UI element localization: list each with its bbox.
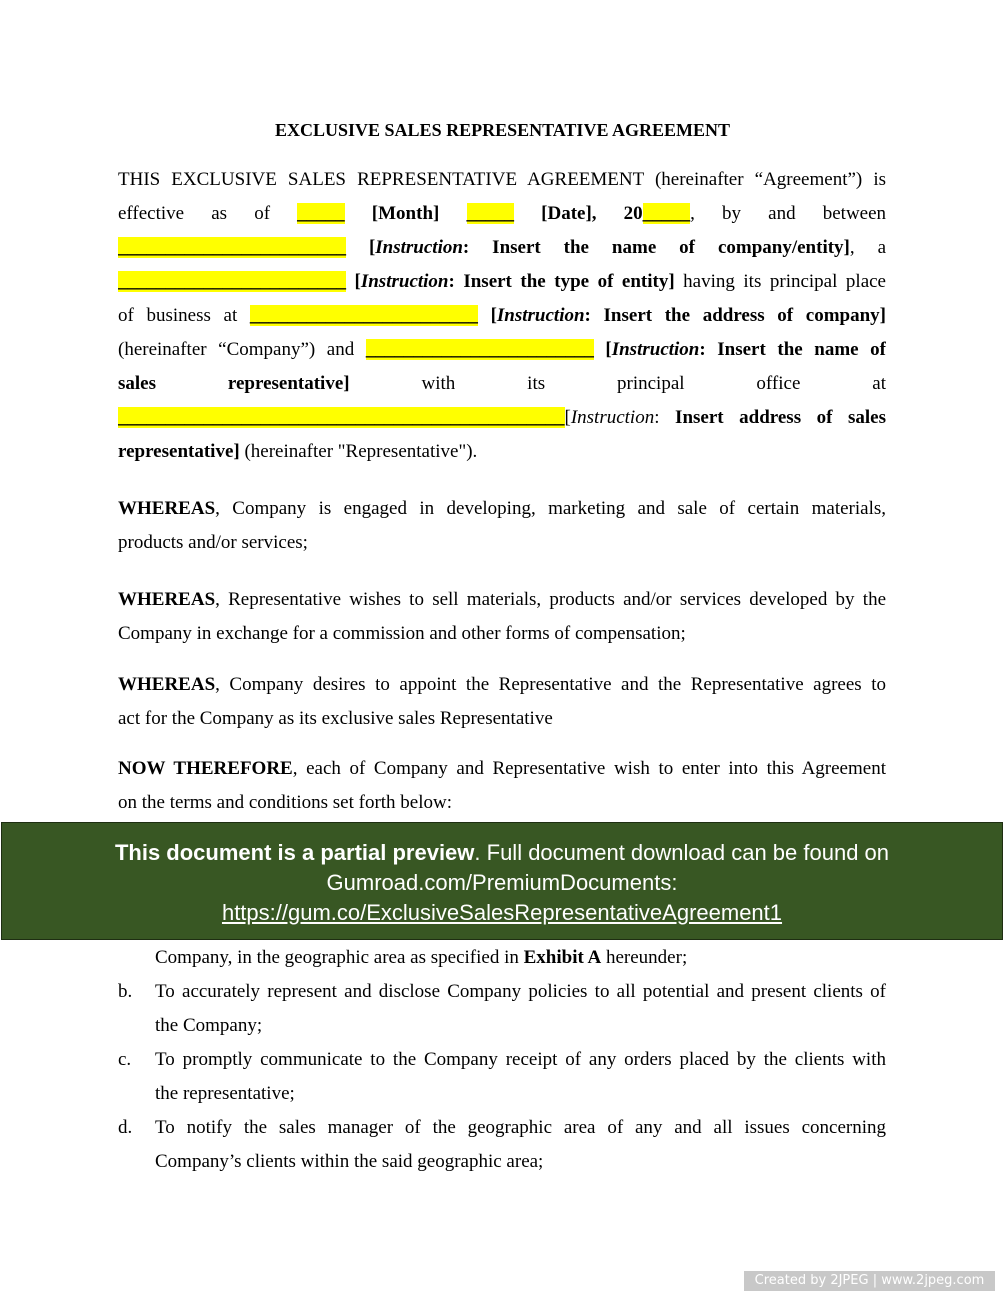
- text-line: [155, 1111, 886, 1145]
- banner-bold-text: This document is a partial preview: [114, 840, 475, 865]
- text-segment: : Insert the name of company/entity]: [462, 237, 850, 258]
- text-segment: (hereinafter "Representative").: [239, 441, 478, 462]
- watermark: Created by 2JPEG | www.2jpeg.com: [744, 1271, 995, 1291]
- text-segment: representative]: [118, 441, 240, 462]
- text-segment: with its principal office at: [349, 373, 886, 394]
- text-line: [155, 1145, 886, 1179]
- text-segment: effective as of: [118, 203, 298, 224]
- text-line: [118, 786, 886, 820]
- text-segment: [: [354, 271, 361, 292]
- text-segment: [439, 203, 466, 224]
- text-segment: the Company;: [155, 1015, 263, 1036]
- text-segment: [: [490, 305, 497, 326]
- text-line: [155, 975, 886, 1009]
- text-segment: Instruction: [570, 407, 655, 428]
- text-segment: WHEREAS: [118, 589, 216, 610]
- text-segment: act for the Company as its exclusive sales Representative: [118, 708, 553, 729]
- text-line: [118, 367, 886, 401]
- text-segment: [346, 237, 369, 258]
- text-segment: [: [564, 407, 571, 428]
- text-segment: To promptly communicate to the Company receipt of any orders placed by the clients with: [155, 1049, 886, 1070]
- text-segment: : Insert the name of: [699, 339, 886, 360]
- text-segment: , Representative wishes to sell materials, products and/or services developed by the: [215, 589, 886, 610]
- text-line: [118, 265, 886, 299]
- text-segment: To accurately represent and disclose Company policies to all potential and present clients of: [155, 981, 886, 1002]
- text-segment: Instruction: [360, 271, 449, 292]
- text-segment: [Date], 20: [541, 203, 643, 224]
- fill-in-blank[interactable]: _______________________________________________: [118, 407, 565, 428]
- text-segment: , by and between: [690, 203, 886, 224]
- text-line: [118, 163, 886, 197]
- text-segment: [: [368, 237, 376, 258]
- text-segment: [514, 203, 541, 224]
- text-line: [155, 1009, 886, 1043]
- list-marker-c: c.: [118, 1049, 132, 1070]
- text-segment: : Insert the type of entity]: [448, 271, 675, 292]
- text-line: [118, 401, 886, 435]
- text-segment: To notify the sales manager of the geographic area of any and all issues concerning: [155, 1117, 886, 1138]
- download-link[interactable]: https://gum.co/ExclusiveSalesRepresentativeAgreement1: [221, 900, 783, 925]
- text-segment: WHEREAS: [118, 674, 216, 695]
- text-line: [118, 333, 886, 367]
- text-segment: [345, 203, 372, 224]
- text-segment: NOW THEREFORE: [118, 758, 293, 779]
- text-segment: Instruction: [375, 237, 463, 258]
- text-line: [118, 583, 886, 617]
- text-segment: hereunder;: [601, 947, 688, 968]
- text-line: [155, 1043, 886, 1077]
- banner-line2: Gumroad.com/PremiumDocuments:: [326, 870, 678, 895]
- text-segment: products and/or services;: [118, 532, 308, 553]
- list-marker-b: b.: [118, 981, 133, 1002]
- text-segment: [346, 271, 355, 292]
- text-line: [118, 231, 886, 265]
- text-segment: :: [654, 407, 676, 428]
- text-segment: on the terms and conditions set forth below:: [118, 792, 453, 813]
- text-segment: Company in exchange for a commission and other forms of compensation;: [118, 623, 686, 644]
- text-line: [118, 752, 886, 786]
- fill-in-blank[interactable]: ________________________: [365, 339, 594, 360]
- text-segment: Company’s clients within the said geographic area;: [155, 1151, 544, 1172]
- text-segment: , a: [849, 237, 886, 258]
- text-segment: the representative;: [155, 1083, 295, 1104]
- text-line: [118, 668, 886, 702]
- text-line: [118, 526, 886, 560]
- text-line: [118, 702, 886, 736]
- text-segment: [: [605, 339, 612, 360]
- list-marker-d: d.: [118, 1117, 133, 1138]
- text-segment: [Month]: [371, 203, 440, 224]
- fill-in-blank[interactable]: ________________________: [118, 237, 346, 258]
- document-title: EXCLUSIVE SALES REPRESENTATIVE AGREEMENT: [275, 120, 730, 140]
- text-line: [118, 197, 886, 231]
- text-segment: Insert address of sales: [675, 407, 886, 428]
- text-segment: Instruction: [611, 339, 700, 360]
- text-segment: [478, 305, 491, 326]
- text-segment: Instruction: [496, 305, 585, 326]
- text-line: [118, 492, 886, 526]
- banner-text: . Full document download can be found on: [474, 840, 890, 865]
- fill-in-blank[interactable]: ________________________: [249, 305, 478, 326]
- fill-in-blank[interactable]: _____: [297, 203, 345, 224]
- text-segment: , each of Company and Representative wish to enter into this Agreement: [292, 758, 886, 779]
- text-segment: (hereinafter “Company”) and: [118, 339, 366, 360]
- fill-in-blank[interactable]: _____: [642, 203, 691, 224]
- text-line: [118, 435, 886, 469]
- text-segment: Company, in the geographic area as specified in: [155, 947, 524, 968]
- text-line: [118, 299, 886, 333]
- text-segment: : Insert the address of company]: [584, 305, 886, 326]
- fill-in-blank[interactable]: _____: [466, 203, 514, 224]
- text-segment: THIS EXCLUSIVE SALES REPRESENTATIVE AGREEMENT (hereinafter “Agreement”) is: [118, 169, 886, 190]
- text-segment: WHEREAS: [118, 498, 216, 519]
- text-segment: having its principal place: [674, 271, 886, 292]
- preview-banner: [1, 822, 1003, 940]
- fill-in-blank[interactable]: ________________________: [118, 271, 346, 292]
- text-line: [155, 941, 886, 975]
- text-segment: , Company desires to appoint the Representative and the Representative agrees to: [215, 674, 886, 695]
- text-segment: of business at: [118, 305, 250, 326]
- text-segment: sales representative]: [118, 373, 350, 394]
- text-segment: , Company is engaged in developing, marketing and sale of certain materials,: [215, 498, 886, 519]
- text-segment: Exhibit A: [523, 947, 602, 968]
- text-line: [118, 617, 886, 651]
- text-segment: [594, 339, 606, 360]
- text-line: [155, 1077, 886, 1111]
